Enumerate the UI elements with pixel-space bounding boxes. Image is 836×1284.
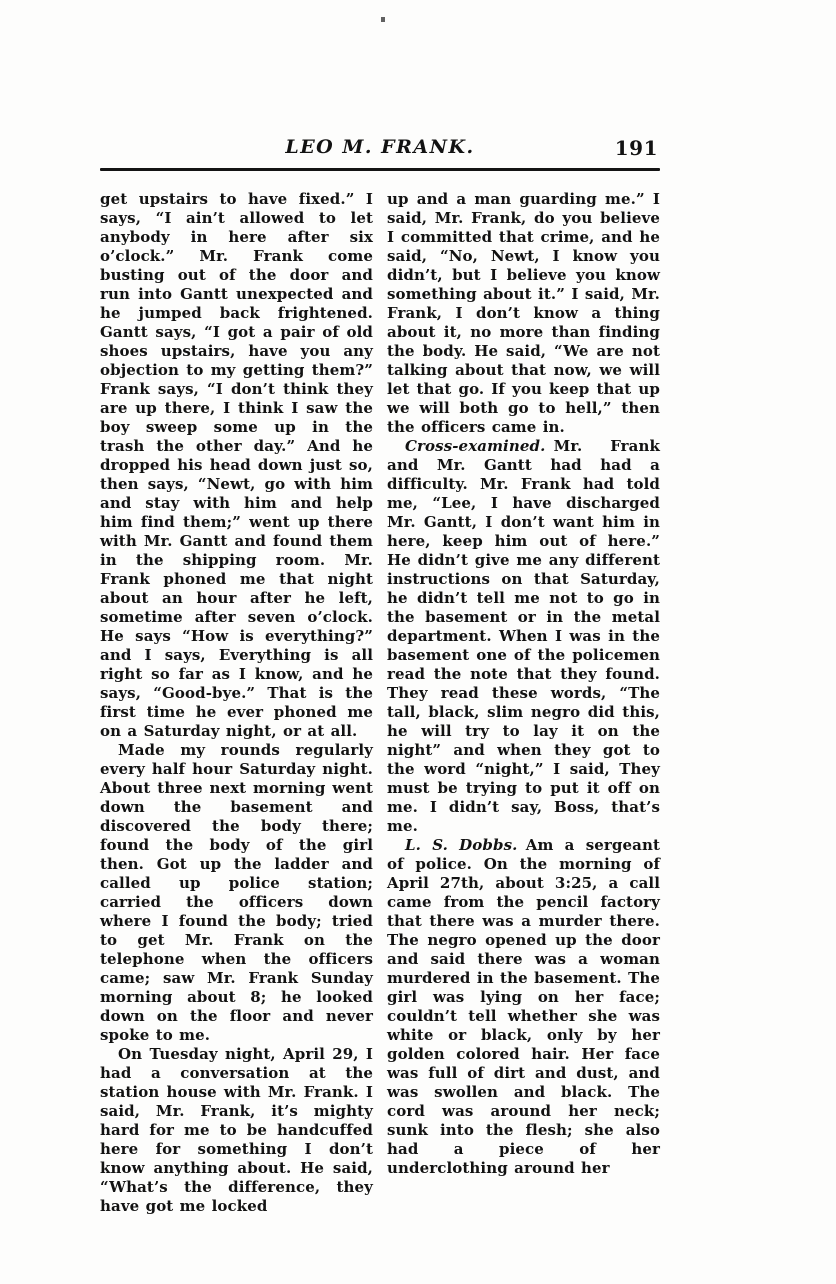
paragraph xyxy=(387,190,660,437)
page-number: 191 xyxy=(614,136,658,160)
left-column xyxy=(100,190,373,1216)
paragraph xyxy=(100,1045,373,1216)
paragraph xyxy=(100,741,373,1045)
paragraph-text: get upstairs to have fixed.” I says, “I ain’t allowed to let anybody in here after six o’clock.” Mr. Frank come busting out of the door and run into Gantt unexpected and he jumped back frightened. Gantt says, “I got a pair of old shoes upstairs, have you any objection to my getting them?” Frank says, “I don’t think they are up there, I think I saw the boy sweep some up in the trash the other day.” And he dropped his head down just so, then says, “Newt, go with him and stay with him and help him find them;” went up there with Mr. Gantt and found them in the shipping room. Mr. Frank phoned me that night about an hour after he left, sometime after seven o’clock. He says “How is everything?” and I says, Everything is all right so far as I know, and he says, “Good-bye.” That is the first time he ever phoned me on a Saturday night, or at all. xyxy=(100,190,373,740)
paragraph-text: On Tuesday night, April 29, I had a conversation at the station house with Mr. Frank. I said, Mr. Frank, it’s mighty hard for me to be handcuffed here for something I don’t know anything about. He said, “What’s the difference, they have got me locked xyxy=(100,1045,373,1215)
paragraph-text: Mr. Frank and Mr. Gantt had had a difficulty. Mr. Frank had told me, “Lee, I have discharged Mr. Gantt, I don’t want him in here, keep him out of here.” He didn’t give me any different instructions on that Saturday, he didn’t tell me not to go in the basement or in the metal department. When I was in the basement one of the policemen read the note that they found. They read these words, “The tall, black, slim negro did this, he will try to lay it on the night” and when they got to the word “night,” I said, They must be trying to put it off on me. I didn’t say, Boss, that’s me. xyxy=(387,437,660,835)
paragraph-text: Am a sergeant of police. On the morning of April 27th, about 3:25, a call came from the pencil factory that there was a murder there. The negro opened up the door and said there was a woman murdered in the basement. The girl was lying on her face; couldn’t tell whether she was white or black, only by her golden colored hair. Her face was full of dirt and dust, and was swollen and black. The cord was around her neck; sunk into the flesh; she also had a piece of her underclothing around her xyxy=(387,836,661,1177)
cross-examined-label: Cross-examined. xyxy=(405,437,546,455)
paragraph-text: Made my rounds regularly every half hour Saturday night. About three next morning went down the basement and discovered the body there; found the body of the girl then. Got up the ladder and called up police station; carried the officers down where I found the body; tried to get Mr. Frank on the telephone when the officers came; saw Mr. Frank Sunday morning about 8; he looked down on the floor and never spoke to me. xyxy=(100,741,373,1044)
page-content xyxy=(100,136,660,1216)
scan-artifact xyxy=(381,17,385,22)
witness-name-label: L. S. Dobbs. xyxy=(405,836,518,854)
paragraph-text: up and a man guarding me.” I said, Mr. Frank, do you believe I committed that crime, and he said, “No, Newt, I know you didn’t, but I believe you know something about it.” I said, Mr. Frank, I don’t know a thing about it, no more than finding the body. He said, “We are not talking about that now, we will let that go. If you keep that up we will both go to hell,” then the officers came in. xyxy=(387,190,660,436)
running-head-title: LEO M. FRANK. xyxy=(285,136,475,158)
paragraph xyxy=(100,190,373,741)
text-columns xyxy=(100,190,660,1216)
right-column xyxy=(387,190,660,1216)
paragraph xyxy=(387,836,660,1178)
page-header xyxy=(100,136,660,162)
paragraph xyxy=(387,437,660,836)
header-rule xyxy=(100,168,660,171)
